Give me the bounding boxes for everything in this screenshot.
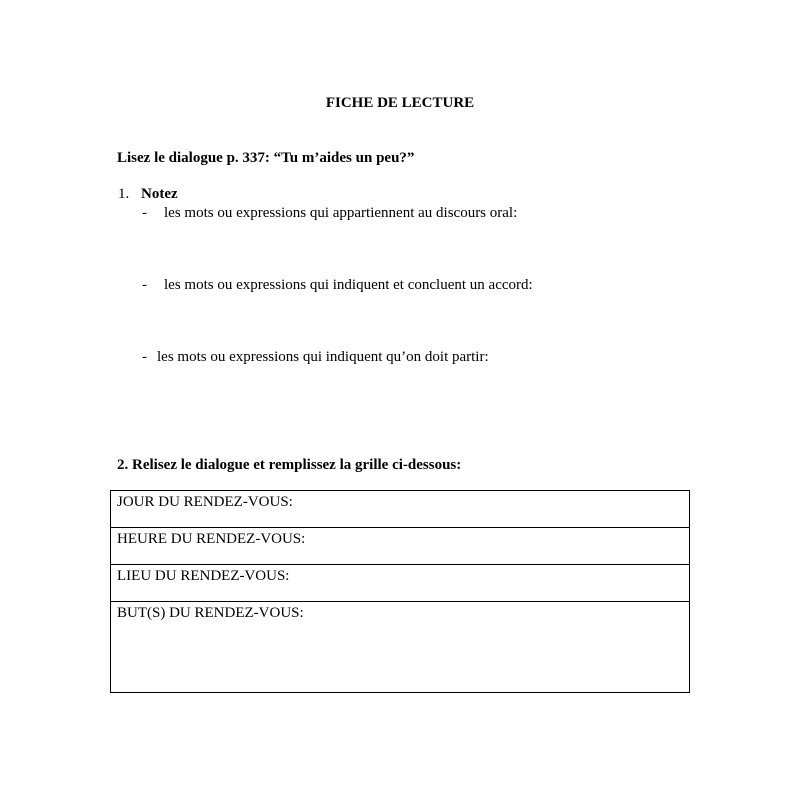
reading-instruction: Lisez le dialogue p. 337: “Tu m’aides un peu?”	[117, 150, 415, 166]
grid-row-day[interactable]	[111, 491, 689, 528]
bullet-oral-expressions: les mots ou expressions qui appartiennent au discours oral:	[164, 205, 518, 221]
question-2-title: 2. Relisez le dialogue et remplissez la grille ci-dessous:	[117, 457, 462, 473]
bullet-dash: -	[142, 277, 147, 293]
grid-label-time: HEURE DU RENDEZ-VOUS:	[117, 531, 306, 547]
grid-label-place: LIEU DU RENDEZ-VOUS:	[117, 568, 290, 584]
grid-row-purpose[interactable]	[111, 602, 689, 692]
page-title: FICHE DE LECTURE	[325, 95, 475, 111]
grid-row-time[interactable]	[111, 528, 689, 565]
bullet-leaving-expressions: les mots ou expressions qui indiquent qu’on doit partir:	[157, 349, 489, 365]
grid-label-purpose: BUT(S) DU RENDEZ-VOUS:	[117, 605, 304, 621]
grid-row-place[interactable]	[111, 565, 689, 602]
question-1-title: Notez	[141, 186, 178, 202]
bullet-agreement-expressions: les mots ou expressions qui indiquent et concluent un accord:	[164, 277, 533, 293]
question-1-number: 1.	[118, 186, 130, 202]
bullet-dash: -	[142, 205, 147, 221]
bullet-dash: -	[142, 349, 147, 365]
grid-label-day: JOUR DU RENDEZ-VOUS:	[117, 494, 293, 510]
appointment-grid	[110, 490, 690, 693]
